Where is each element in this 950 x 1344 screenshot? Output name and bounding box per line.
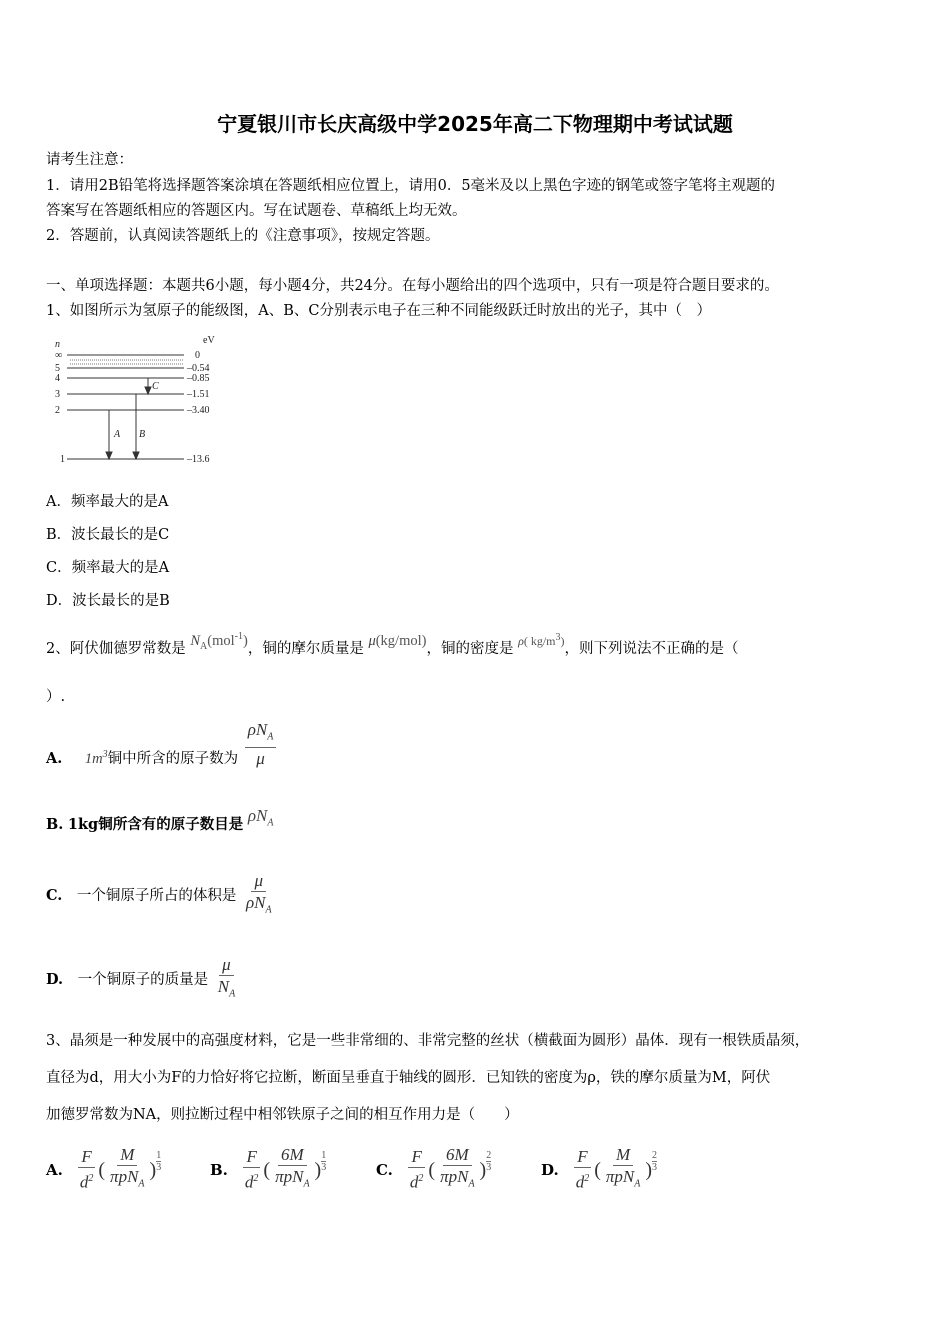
- energy-level-diagram: [50, 333, 230, 468]
- svg-text:5: 5: [55, 363, 60, 374]
- notice-line: 2．答题前，认真阅读答题纸上的《注意事项》，按规定答题。: [46, 228, 440, 244]
- mass-fraction: $\frac{M}{\pi pN_A}$: [110, 1145, 145, 1190]
- force-fraction: $\frac{F}{d^2}$: [409, 1146, 424, 1192]
- q2-stem: 2、阿伏伽德罗常数是 $N_A(mol^{-1})$，铜的摩尔质量是 μ(kg/mol)，铜的密度是 $^{\rho( kg/m^3)}$，则下列说法不正确的是（: [46, 631, 739, 657]
- option-label: D.: [541, 1161, 559, 1180]
- q3-line: 加德罗常数为NA，则拉断过程中相邻铁原子之间的相互作用力是（ ）: [46, 1107, 519, 1123]
- q3-option-d: D. $\frac{F}{d^2}$ ( $\frac{M}{\pi pN_A}$ ) 2 3: [541, 1145, 657, 1195]
- notice-line: 答案写在答题纸相应的答题区内。写在试题卷、草稿纸上均无效。: [46, 203, 467, 219]
- option-label: B.: [210, 1161, 228, 1180]
- q3-option-a: A. $\frac{F}{d^2}$ ( $\frac{M}{\pi pN_A}$ ) 1 3: [46, 1145, 161, 1195]
- force-fraction: $\frac{F}{d^2}$: [575, 1146, 590, 1192]
- q2-option-b: B. 1kg铜所含有的原子数目是 $\rho N_A$: [46, 806, 274, 833]
- q1-option-d: D．波长最长的是B: [46, 593, 170, 609]
- svg-text:–1.51: –1.51: [187, 389, 210, 400]
- svg-text:0: 0: [195, 350, 200, 361]
- svg-text:–3.40: –3.40: [187, 405, 210, 416]
- q1-option-b: B．波长最长的是C: [46, 527, 170, 543]
- q3-option-c: C. $\frac{F}{d^2}$ ( $\frac{6M}{\pi pN_A}$ ) 2 3: [376, 1145, 491, 1195]
- svg-text:∞: ∞: [55, 350, 63, 361]
- force-fraction: $\frac{F}{d^2}$: [244, 1146, 259, 1192]
- svg-text:B: B: [139, 429, 146, 440]
- q2-option-d: D. 一个铜原子的质量是 $\frac{\mu}{N_A}$: [46, 954, 236, 1000]
- force-fraction: $\frac{F}{d^2}$: [79, 1146, 94, 1192]
- notice-line: 1．请用2B铅笔将选择题答案涂填在答题纸相应位置上，请用0．5毫米及以上黑色字迹的钢笔或签字笔将主观题的: [46, 178, 776, 194]
- svg-text:A: A: [114, 429, 121, 440]
- section-heading: 一、单项选择题：本题共6小题，每小题4分，共24分。在每小题给出的四个选项中，只有一项是符合题目要求的。: [46, 278, 779, 294]
- svg-text:–0.85: –0.85: [187, 373, 210, 384]
- exponent: 2 3: [486, 1149, 492, 1173]
- page-title: 宁夏银川市长庆高级中学2025年高二下物理期中考试试题: [217, 112, 733, 136]
- q3-line: 直径为d，用大小为F的力恰好将它拉断，断面呈垂直于轴线的圆形．已知铁的密度为ρ，铁的摩尔质量为M，阿伏: [46, 1070, 771, 1086]
- q1-stem: 1、如图所示为氢原子的能级图，A、B、C分别表示电子在三种不同能级跃迁时放出的光子，其中（ ）: [46, 303, 711, 319]
- n-label: n: [55, 339, 60, 350]
- exponent: 1 3: [321, 1149, 327, 1173]
- svg-text:3: 3: [55, 389, 60, 400]
- q1-option-c: C．频率最大的是A: [46, 560, 170, 576]
- option-label: C.: [376, 1161, 393, 1180]
- q1-option-a: A．频率最大的是A: [46, 494, 169, 510]
- q3-option-b: B. $\frac{F}{d^2}$ ( $\frac{6M}{\pi pN_A}$ ) 1 3: [210, 1145, 326, 1195]
- notice-heading: 请考生注意：: [46, 152, 133, 168]
- q2-option-a: A. $1m^3$铜中所含的原子数为 $\frac{\rho N_A}{\mu}$: [46, 728, 278, 786]
- exponent: 2 3: [652, 1149, 658, 1173]
- mass-fraction: $\frac{6M}{\pi pN_A}$: [440, 1145, 475, 1190]
- mass-fraction: $\frac{M}{\pi pN_A}$: [605, 1145, 641, 1190]
- svg-text:2: 2: [55, 405, 60, 416]
- svg-text:–0.54: –0.54: [187, 363, 210, 374]
- exponent: 1 3: [156, 1149, 162, 1173]
- option-label: A.: [46, 1161, 63, 1180]
- svg-text:1: 1: [60, 454, 65, 465]
- q2-option-c: C. 一个铜原子所占的体积是 $\frac{\mu}{\rho N_A}$: [46, 870, 272, 916]
- q3-line: 3、晶须是一种发展中的高强度材料，它是一些非常细的、非常完整的丝状（横截面为圆形）晶体．现有一根铁质晶须，: [46, 1033, 810, 1049]
- q2-stem-end: ）.: [46, 689, 66, 705]
- svg-text:4: 4: [55, 373, 60, 384]
- svg-text:–13.6: –13.6: [187, 454, 210, 465]
- svg-text:C: C: [152, 381, 159, 392]
- unit-label: eV: [203, 335, 215, 346]
- mass-fraction: $\frac{6M}{\pi pN_A}$: [275, 1145, 310, 1190]
